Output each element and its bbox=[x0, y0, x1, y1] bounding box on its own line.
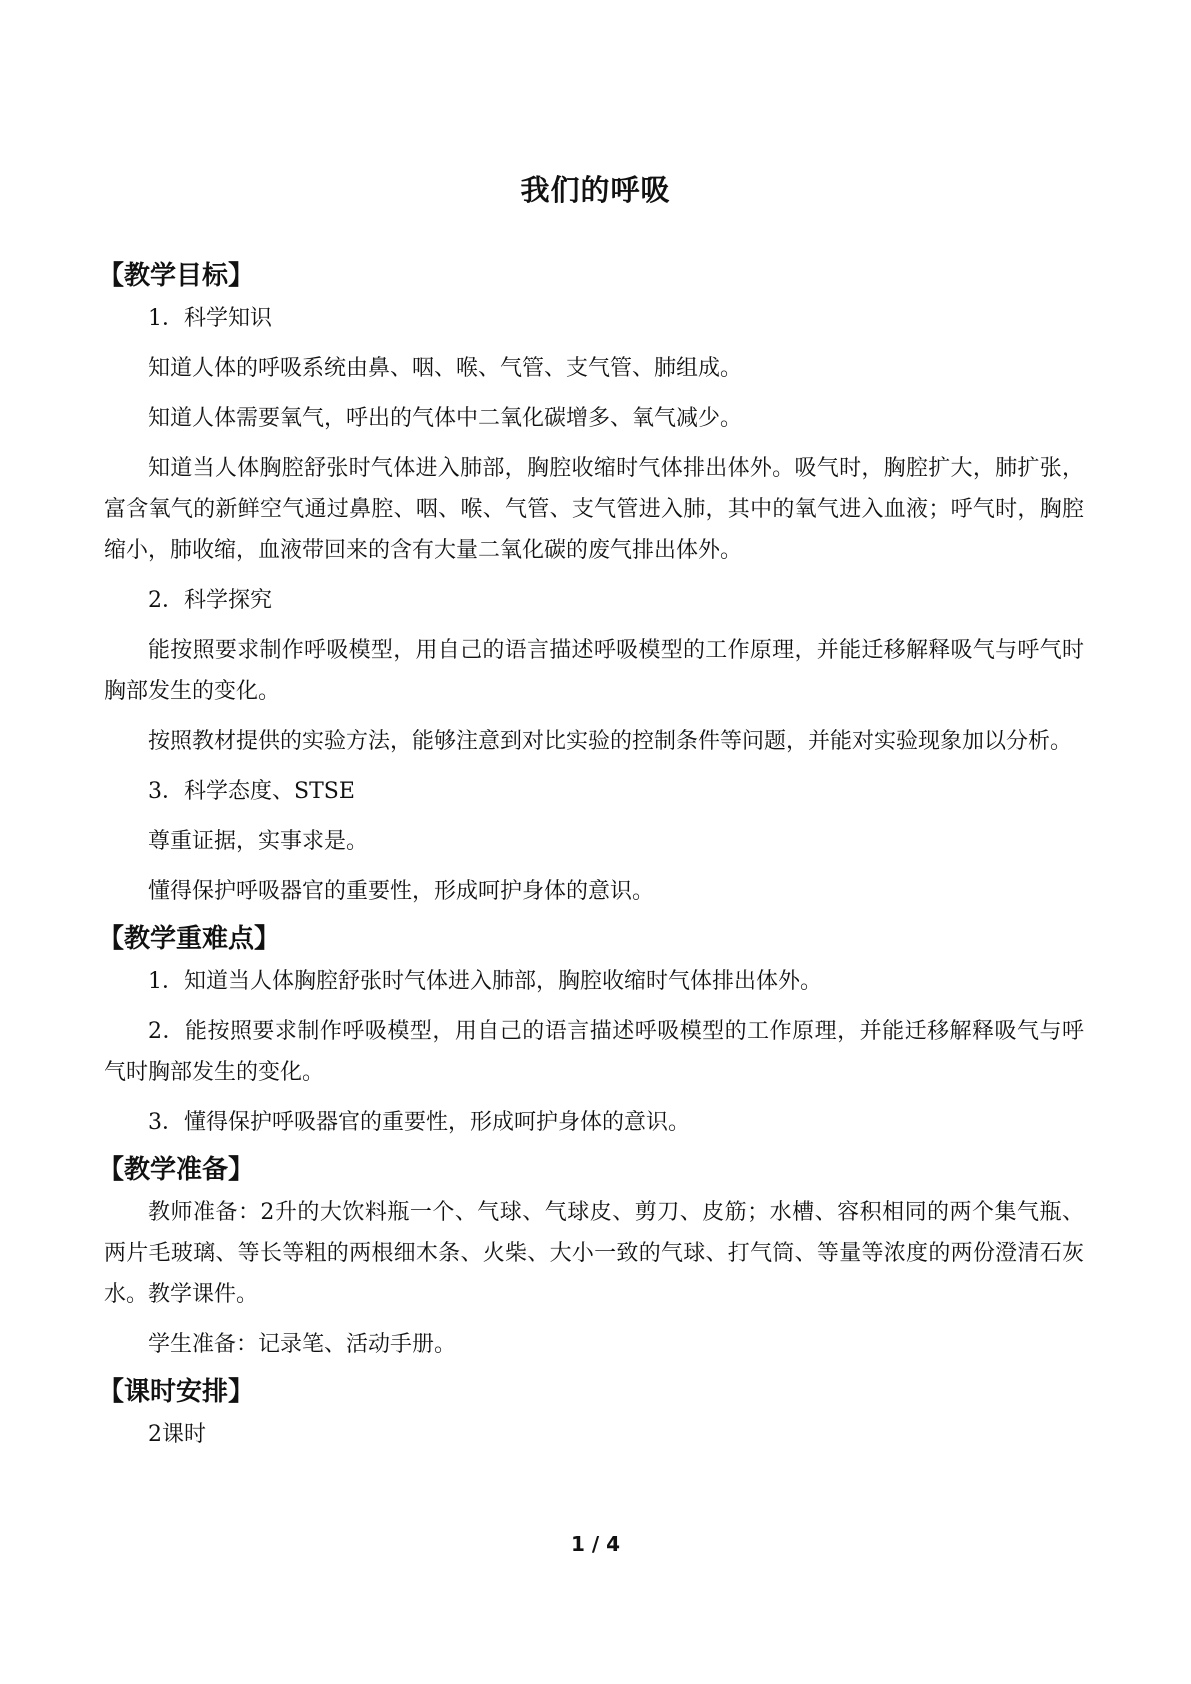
section-heading-key-points: 【教学重难点】 bbox=[98, 924, 281, 954]
document-body bbox=[98, 258, 1084, 1464]
section-heading-schedule: 【课时安排】 bbox=[98, 1377, 255, 1407]
paragraph: 1．知道当人体胸腔舒张时气体进入肺部，胸腔收缩时气体排出体外。 bbox=[148, 969, 822, 994]
paragraph: 2课时 bbox=[148, 1422, 206, 1447]
paragraph: 按照教材提供的实验方法，能够注意到对比实验的控制条件等问题，并能对实验现象加以分析。 bbox=[148, 729, 1073, 754]
paragraph: 教师准备：2升的大饮料瓶一个、气球、气球皮、剪刀、皮筋；水槽、容积相同的两个集气瓶、两片毛玻璃、等长等粗的两根细木条、火柴、大小一致的气球、打气筒、等量等浓度的两份澄清石灰水。教学课件。 bbox=[104, 1200, 1084, 1307]
paragraph: 知道人体需要氧气，呼出的气体中二氧化碳增多、氧气减少。 bbox=[148, 406, 743, 431]
paragraph: 2．科学探究 bbox=[148, 588, 272, 613]
section-heading-objectives: 【教学目标】 bbox=[98, 261, 255, 291]
paragraph: 尊重证据，实事求是。 bbox=[148, 829, 369, 854]
paragraph: 3．懂得保护呼吸器官的重要性，形成呵护身体的意识。 bbox=[148, 1110, 690, 1135]
paragraph: 2．能按照要求制作呼吸模型，用自己的语言描述呼吸模型的工作原理，并能迁移解释吸气与呼气时胸部发生的变化。 bbox=[104, 1019, 1084, 1085]
paragraph: 1．科学知识 bbox=[148, 306, 272, 331]
paragraph: 懂得保护呼吸器官的重要性，形成呵护身体的意识。 bbox=[148, 879, 655, 904]
paragraph: 能按照要求制作呼吸模型，用自己的语言描述呼吸模型的工作原理，并能迁移解释吸气与呼气时胸部发生的变化。 bbox=[104, 638, 1084, 704]
section-heading-preparation: 【教学准备】 bbox=[98, 1155, 255, 1185]
paragraph: 知道人体的呼吸系统由鼻、咽、喉、气管、支气管、肺组成。 bbox=[148, 356, 743, 381]
document-title: 我们的呼吸 bbox=[520, 173, 671, 207]
paragraph: 3．科学态度、STSE bbox=[148, 779, 355, 804]
paragraph: 知道当人体胸腔舒张时气体进入肺部，胸腔收缩时气体排出体外。吸气时，胸腔扩大，肺扩张，富含氧气的新鲜空气通过鼻腔、咽、喉、气管、支气管进入肺，其中的氧气进入血液；呼气时，胸腔缩小，肺收缩，血液带回来的含有大量二氧化碳的废气排出体外。 bbox=[104, 456, 1084, 563]
paragraph: 学生准备：记录笔、活动手册。 bbox=[148, 1332, 457, 1357]
page-number: 1 / 4 bbox=[570, 1532, 621, 1556]
